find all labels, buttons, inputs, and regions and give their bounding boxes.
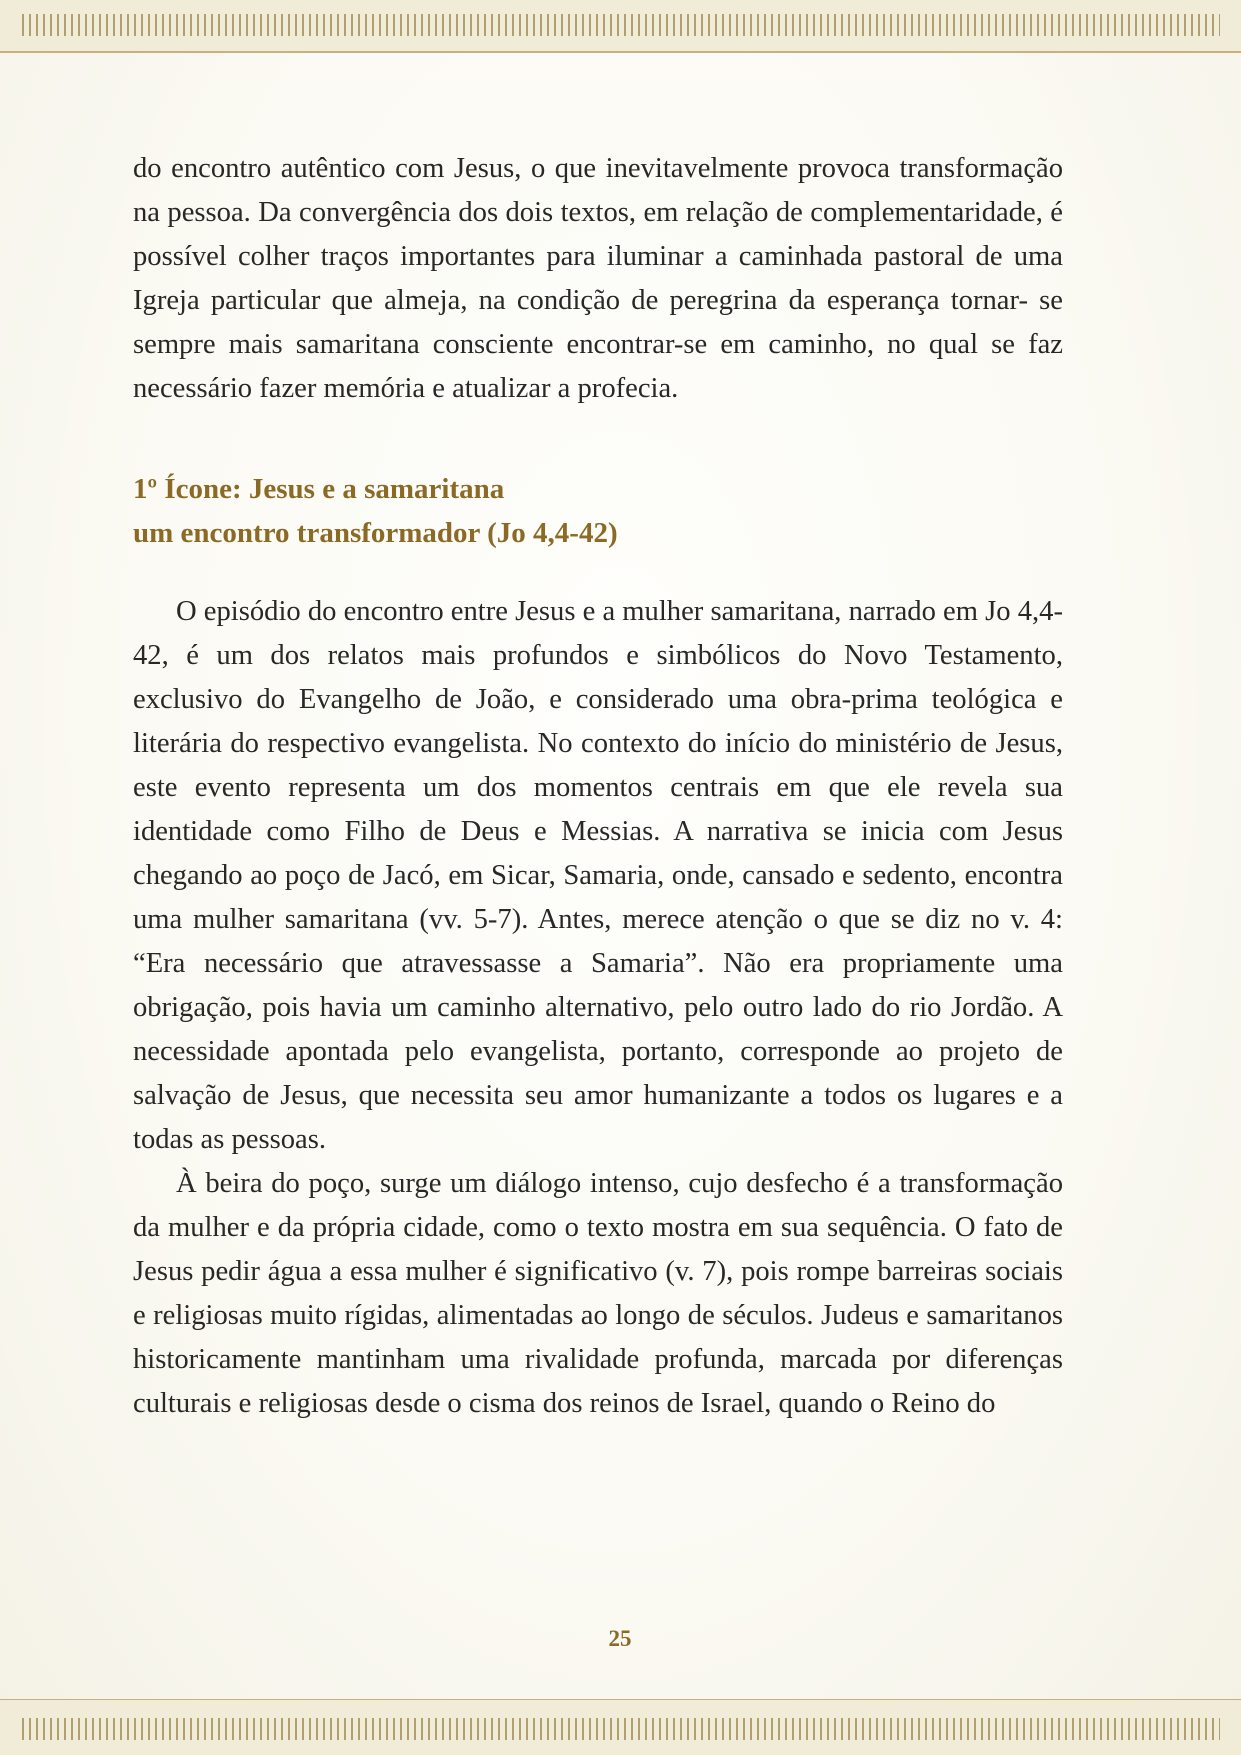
body-paragraph-1: O episódio do encontro entre Jesus e a mulher samaritana, narrado em Jo 4,4-42, é um dos relatos mais profundos e simbólicos do Novo Testamento, exclusivo do Evangelho de João, e considerado uma obra-prima teológica e literária do respectivo evangelista. No contexto do início do ministério de Jesus, este evento representa um dos momentos centrais em que ele revela sua identidade como Filho de Deus e Messias. A narrativa se inicia com Jesus chegando ao poço de Jacó, em Sicar, Samaria, onde, cansado e sedento, encontra uma mulher samaritana (vv. 5-7). Antes, merece atenção o que se diz no v. 4: “Era necessário que atravessasse a Samaria”. Não era propriamente uma obrigação, pois havia um caminho alternativo, pelo outro lado do rio Jordão. A necessidade apontada pelo evangelista, portanto, corresponde ao projeto de salvação de Jesus, que necessita seu amor humanizante a todos os lugares e a todas as pessoas. [133,596,1063,1155]
page-body [133,147,1063,1426]
section-heading-line-1: 1º Ícone: Jesus e a samaritana [133,473,505,505]
top-border-rule [0,51,1241,53]
section-heading-line-2: um encontro transformador (Jo 4,4-42) [133,517,618,549]
bottom-tick-pattern [22,1718,1220,1740]
top-tick-pattern [22,14,1220,36]
bottom-border [0,1700,1241,1755]
page-number: 25 [608,1626,632,1651]
intro-paragraph: do encontro autêntico com Jesus, o que inevitavelmente provoca transformação na pessoa. Da convergência dos dois textos, em relação de complementaridade, é possível colher traços importantes para iluminar a caminhada pastoral de uma Igreja particular que almeja, na condição de peregrina da esperança tornar- se sempre mais samaritana consciente encontrar-se em caminho, no qual se faz necessário fazer memória e atualizar a profecia. [133,153,1063,404]
section-heading [133,467,1063,555]
body-paragraph-2: À beira do poço, surge um diálogo intenso, cujo desfecho é a transformação da mulher e da própria cidade, como o texto mostra em sua sequência. O fato de Jesus pedir água a essa mulher é significativo (v. 7), pois rompe barreiras sociais e religiosas muito rígidas, alimentadas ao longo de séculos. Judeus e samaritanos historicamente mantinham uma rivalidade profunda, marcada por diferenças culturais e religiosas desde o cisma dos reinos de Israel, quando o Reino do [133,1168,1063,1419]
top-border [0,0,1241,52]
